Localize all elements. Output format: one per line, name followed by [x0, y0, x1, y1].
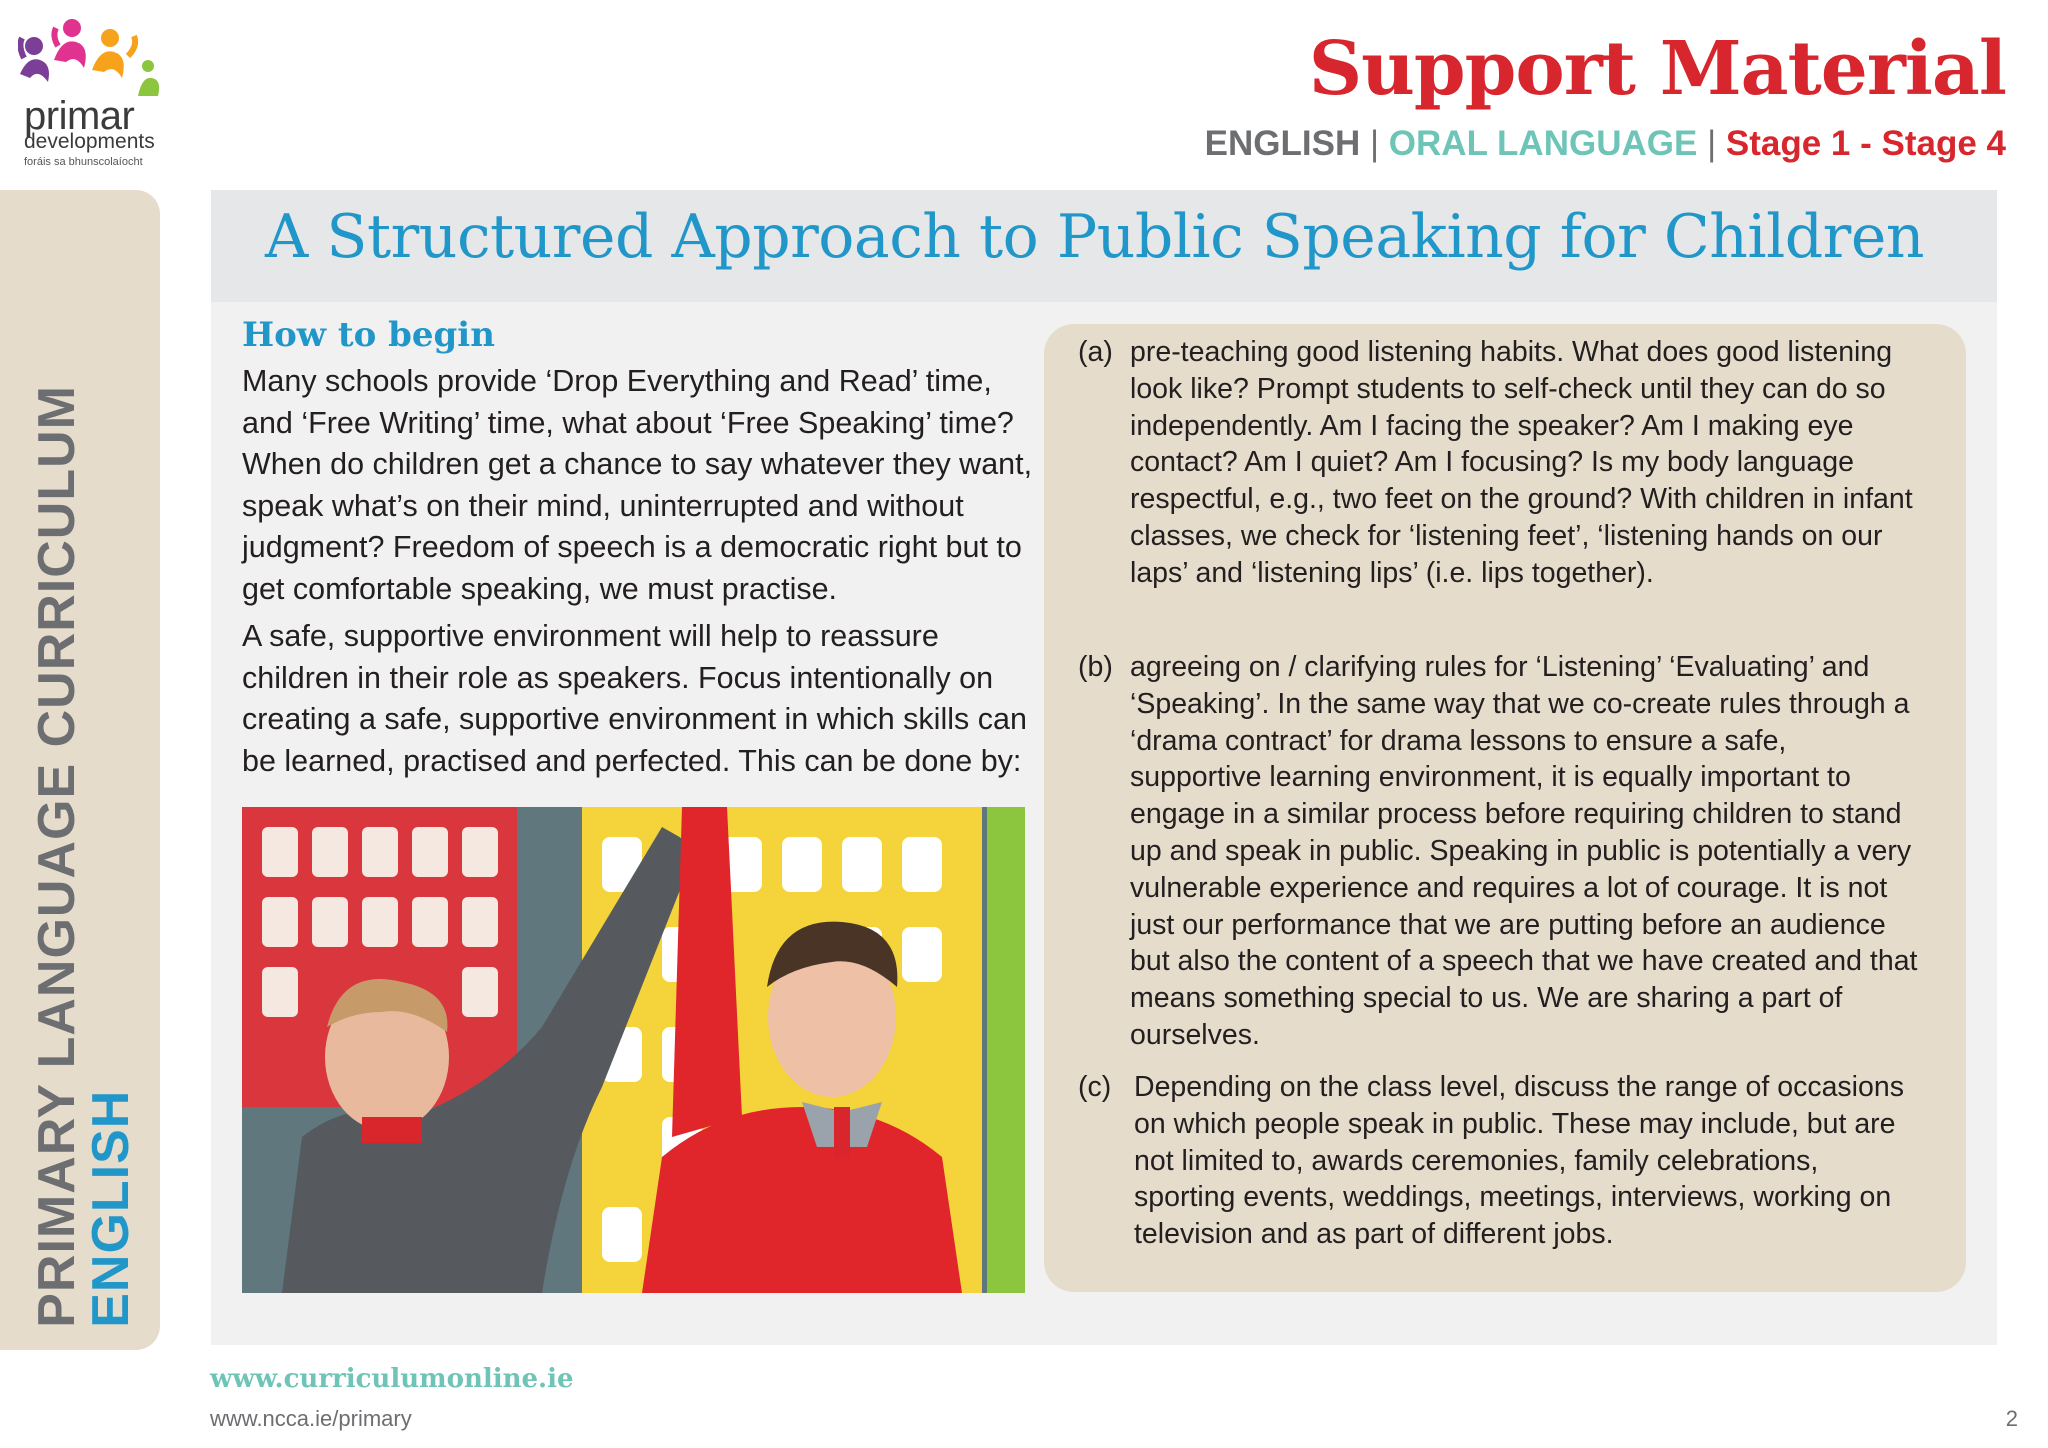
list-item [1078, 334, 1918, 592]
logo-tagline: foráis sa bhunscolaíocht [24, 156, 143, 168]
breadcrumb-separator: | [1707, 124, 1717, 163]
ncca-link[interactable]: www.ncca.ie/primary [210, 1406, 412, 1431]
rail-curriculum-label: PRIMARY LANGUAGE CURRICULUM [28, 385, 86, 1328]
content-panel [211, 190, 1997, 1345]
how-to-begin-heading: How to begin [242, 315, 495, 355]
primary-developments-logo [18, 16, 178, 166]
intro-paragraph-2: A safe, supportive environment will help to reassure children in their role as speakers. Focus intentionally on creating a safe, supportive environment in which skills can be learned, practised and perfected. This can be done by: [242, 619, 1027, 778]
strand-label: ORAL LANGUAGE [1388, 124, 1698, 163]
stage-label: Stage 1 - Stage 4 [1725, 124, 2006, 163]
page-title: Support Material [1308, 26, 2006, 112]
section-title: A Structured Approach to Public Speaking for Children [265, 202, 1925, 272]
people-figures-icon [18, 16, 178, 98]
classroom-photo-illustration [242, 807, 1025, 1293]
rail-subject-label: ENGLISH [82, 1089, 140, 1328]
page-number: 2 [2005, 1406, 2018, 1431]
list-item [1078, 1069, 1918, 1253]
steps-box [1044, 324, 1966, 1292]
item-text: agreeing on / clarifying rules for ‘Listening’ ‘Evaluating’ and ‘Speaking’. In the same way that we co-create rules through a ‘drama contract’ for drama lessons to ensure a safe, supportive learning environment, it is equally important to engage in a similar process before requiring children to stand up and speak in public. Speaking in public is potentially a very vulnerable experience and requires a lot of courage. It is not just our performance that we are putting before an audience but also the content of a speech that we have created and that means something special to us. We are sharing a part of ourselves. [1130, 651, 1918, 1051]
item-label: (b) [1078, 651, 1113, 683]
subject-breadcrumb [1205, 124, 2006, 164]
breadcrumb-separator: | [1369, 124, 1380, 163]
title-band [211, 190, 1997, 302]
item-text: Depending on the class level, discuss the range of occasions on which people speak in public. These may include, but are not limited to, awards ceremonies, family celebrations, sporting events, weddings, meetings, interviews, working on television and as part of different jobs. [1134, 1071, 1904, 1251]
curriculum-online-link[interactable]: www.curriculumonline.ie [210, 1364, 574, 1394]
item-label: (c) [1078, 1071, 1112, 1103]
logo-wordmark: primar [24, 94, 135, 138]
subject-label: ENGLISH [1204, 124, 1361, 163]
logo-subtitle: developments [24, 130, 155, 153]
intro-column [242, 315, 1042, 782]
rail-text [30, 385, 138, 1328]
curriculum-side-rail [0, 190, 160, 1350]
item-text: pre-teaching good listening habits. What does good listening look like? Prompt students to self-check until they can do so independently. Am I facing the speaker? Am I making eye contact? Am I quiet? Am I focusing? Is my body language respectful, e.g., two feet on the ground? With children in infant classes, we check for ‘listening feet’, ‘listening hands on our laps’ and ‘listening lips’ (i.e. lips together). [1130, 336, 1913, 589]
students-photo [242, 807, 1025, 1293]
list-item [1078, 649, 1918, 1054]
intro-paragraph-1: Many schools provide ‘Drop Everything and Read’ time, and ‘Free Writing’ time, what about ‘Free Speaking’ time? When do children get a chance to say whatever they want, speak what’s on their mind, uninterrupted and without judgment? Freedom of speech is a democratic right but to get comfortable speaking, we must practise. [242, 364, 1033, 606]
item-label: (a) [1078, 336, 1113, 368]
